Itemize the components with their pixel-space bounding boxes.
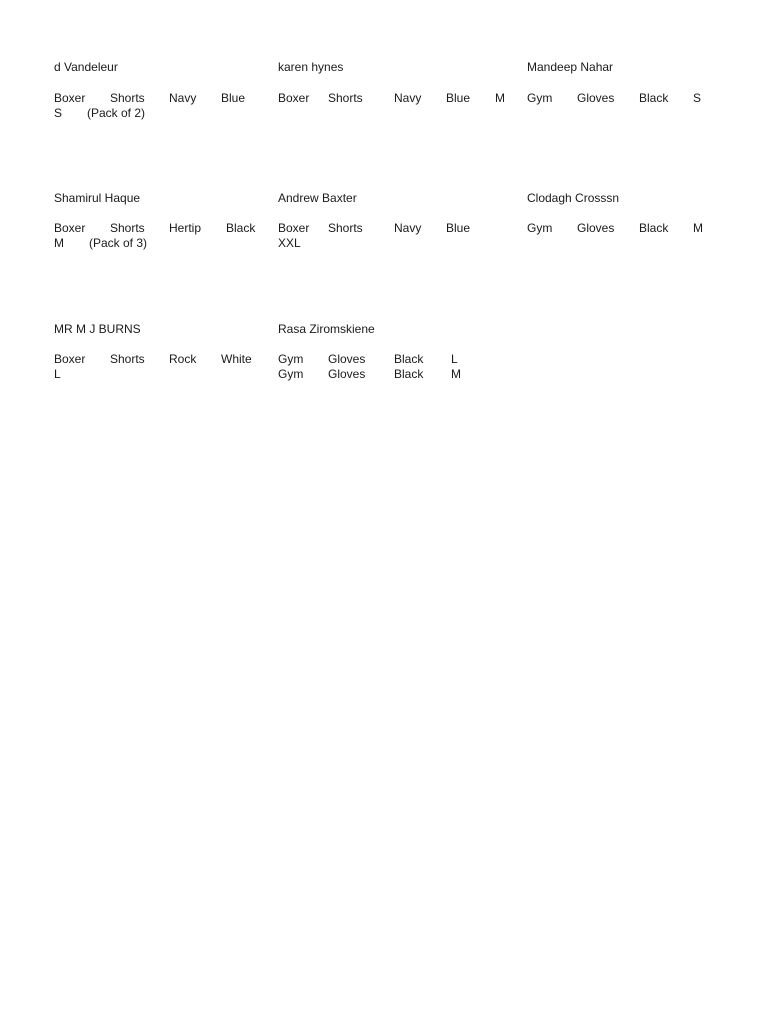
item-word: Shorts (328, 91, 363, 105)
address-label (54, 60, 284, 160)
item-word: Navy (394, 221, 422, 235)
item-word: Black (394, 352, 424, 366)
customer-name: Clodagh Crosssn (527, 191, 620, 205)
customer-name: Rasa Ziromskiene (278, 322, 375, 336)
item-word: Rock (169, 352, 197, 366)
item-word: M (451, 367, 461, 381)
item-word: L (451, 352, 458, 366)
item-word: Gloves (577, 221, 615, 235)
item-word: Gym (527, 221, 553, 235)
customer-name: karen hynes (278, 60, 344, 74)
item-word: Shorts (110, 221, 145, 235)
item-word: Black (226, 221, 256, 235)
address-label (278, 60, 508, 160)
item-word: Shorts (328, 221, 363, 235)
item-word: Gym (278, 367, 304, 381)
item-word: S (693, 91, 702, 105)
item-word: Boxer (54, 352, 86, 366)
item-word: Shorts (110, 352, 145, 366)
item-word: Gloves (328, 352, 366, 366)
item-word: Navy (394, 91, 422, 105)
item-word: Boxer (278, 221, 310, 235)
item-line (278, 352, 518, 367)
customer-name: Mandeep Nahar (527, 60, 614, 74)
item-word: Boxer (54, 91, 86, 105)
item-word: Gloves (577, 91, 615, 105)
item-word: XXL (278, 236, 301, 250)
item-word: Blue (221, 91, 246, 105)
item-word: Black (639, 91, 669, 105)
item-line (527, 221, 767, 236)
item-line (54, 221, 294, 236)
item-word: S (54, 106, 63, 120)
item-word: Boxer (278, 91, 310, 105)
address-label (54, 191, 284, 291)
item-word: Boxer (54, 221, 86, 235)
item-word: Black (394, 367, 424, 381)
item-line (54, 106, 294, 121)
item-line (278, 91, 518, 106)
item-word: Black (639, 221, 669, 235)
item-word: White (221, 352, 252, 366)
item-word: M (54, 236, 64, 250)
item-line (278, 367, 518, 382)
item-line (54, 367, 294, 382)
customer-name: MR M J BURNS (54, 322, 141, 336)
customer-name: Andrew Baxter (278, 191, 357, 205)
item-line (54, 236, 294, 251)
item-line (278, 221, 518, 236)
item-word: L (54, 367, 61, 381)
item-line (54, 91, 294, 106)
address-label (54, 322, 284, 422)
item-line (54, 352, 294, 367)
address-label (278, 322, 508, 422)
item-word: M (495, 91, 505, 105)
item-line (527, 91, 767, 106)
customer-name: Shamirul Haque (54, 191, 141, 205)
item-word: M (693, 221, 703, 235)
item-word: Gloves (328, 367, 366, 381)
item-word: Gym (278, 352, 304, 366)
item-word: (Pack of 3) (89, 236, 148, 250)
address-label (527, 60, 757, 160)
item-word: Blue (446, 91, 471, 105)
item-word: Shorts (110, 91, 145, 105)
item-line (278, 236, 518, 251)
item-word: (Pack of 2) (87, 106, 146, 120)
item-word: Hertip (169, 221, 202, 235)
address-label (278, 191, 508, 291)
customer-name: d Vandeleur (54, 60, 118, 74)
item-word: Gym (527, 91, 553, 105)
item-word: Blue (446, 221, 471, 235)
address-label (527, 191, 757, 291)
item-word: Navy (169, 91, 197, 105)
